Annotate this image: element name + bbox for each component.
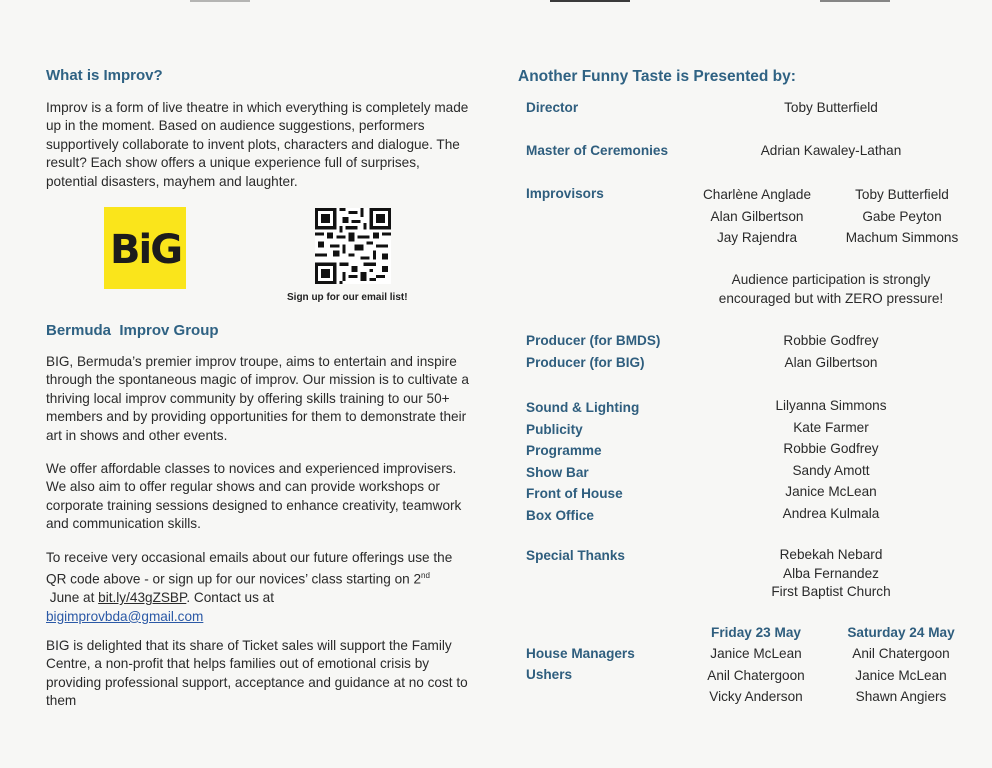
crew-label: Front of House (526, 486, 623, 501)
crew-label: Sound & Lighting (526, 400, 640, 415)
improvisor: Charlène Anglade (702, 187, 812, 202)
scan-edge-mark (550, 0, 630, 2)
mc-label: Master of Ceremonies (526, 143, 669, 158)
scan-edge-mark (190, 0, 250, 2)
special-thanks-names (731, 546, 931, 602)
scan-edge-mark (820, 0, 890, 2)
mc-name: Adrian Kawaley-Lathan (760, 143, 902, 158)
day1-heading: Friday 23 May (711, 625, 801, 640)
staff-name: Janice McLean (710, 646, 802, 661)
crew-name: Andrea Kulmala (782, 505, 880, 521)
crew-label: Box Office (526, 507, 594, 523)
crew-name: Lilyanna Simmons (775, 398, 887, 413)
staff-name: Anil Chatergoon (707, 667, 805, 683)
crew-label: Programme (526, 443, 602, 458)
staff-name: Shawn Angiers (855, 689, 947, 704)
improvisors-label: Improvisors (526, 186, 604, 201)
producer-bmds-label: Producer (for BMDS) (526, 333, 661, 348)
producer-big-name: Alan Gilbertson (784, 355, 878, 370)
big-logo (104, 207, 186, 289)
crew-name: Sandy Amott (792, 462, 870, 478)
day2-names (831, 643, 971, 708)
thanks-name: Alba Fernandez (783, 565, 879, 581)
signup-link[interactable]: bit.ly/43gZSBP (98, 590, 187, 606)
emails-day-suffix: nd (421, 571, 430, 581)
audience-note-line: Audience participation is strongly (731, 272, 931, 287)
producer-big-label: Producer (for BIG) (526, 355, 645, 370)
crew-names (741, 395, 921, 524)
crew-labels (526, 397, 639, 526)
special-thanks-label: Special Thanks (526, 548, 625, 563)
day1-names (686, 643, 826, 708)
staff-name: Anil Chatergoon (852, 646, 950, 661)
day2-heading: Saturday 24 May (847, 625, 955, 640)
house-managers-label: House Managers (526, 646, 635, 661)
crew-label: Publicity (526, 421, 583, 437)
emails-day: 2 (413, 571, 422, 587)
staff-name: Janice McLean (855, 667, 947, 683)
improvisor: Toby Butterfield (855, 187, 949, 202)
what-is-improv-text: Improv is a form of live theatre in which everything is completely made up in the moment. Based on audience suggestions, performers supportively collaborate to invent plots, characters and dialogue. The result? Each show offers a unique experience full of surprises, potential disasters, mayhem and laughter. (46, 100, 469, 189)
improvisors-col2 (832, 184, 972, 249)
director-label: Director (526, 100, 579, 115)
classes-text: We offer affordable classes to novices and experienced improvisers. We also aim to offer regular shows and can provide workshops or corporate training sessions designed to enhance creativity, teamwork and communication skills. (46, 461, 462, 532)
qr-code[interactable] (315, 208, 391, 284)
improvisor: Alan Gilbertson (710, 208, 804, 224)
emails-text-part1: To receive very occasional emails about our future offerings use the QR code above - or sign up for our novices’ class starting on (46, 550, 453, 587)
audience-note-line: encouraged but with ZERO pressure! (718, 291, 944, 306)
audience-note (696, 270, 966, 308)
what-is-improv-heading: What is Improv? (46, 67, 163, 84)
improvisor: Machum Simmons (845, 230, 959, 245)
ushers-label: Ushers (526, 667, 573, 682)
crew-label: Show Bar (526, 464, 589, 480)
ticket-sales-text: BIG is delighted that its share of Ticket sales will support the Family Centre, a non-profit that helps families out of emotional crisis by providing professional support, acceptance and guidance at no cost to them (46, 638, 468, 709)
producer-bmds-name: Robbie Godfrey (783, 333, 879, 348)
improvisors-col1 (687, 184, 827, 249)
crew-name: Robbie Godfrey (783, 441, 879, 456)
thanks-name: First Baptist Church (771, 584, 891, 599)
improvisor: Jay Rajendra (716, 230, 798, 245)
emails-text-part3: . Contact us at (186, 590, 274, 606)
crew-name: Janice McLean (785, 484, 877, 499)
big-mission-text: BIG, Bermuda’s premier improv troupe, aims to entertain and inspire through the spontaneous magic of improv. Our mission is to cultivate a thriving local improv community by offering skills training to our 50+ members and by providing opportunities for them to demonstrate their art in shows and other events. (46, 354, 469, 443)
staff-name: Vicky Anderson (709, 689, 803, 704)
emails-text-part2: June at (46, 590, 99, 606)
improvisor: Gabe Peyton (862, 208, 942, 224)
qr-caption: Sign up for our email list! (287, 292, 408, 303)
emails-text (46, 549, 471, 626)
director-name: Toby Butterfield (784, 100, 878, 115)
thanks-name: Rebekah Nebard (779, 547, 883, 562)
credits-heading: Another Funny Taste is Presented by: (518, 68, 796, 85)
email-link[interactable]: bigimprovbda@gmail.com (46, 608, 204, 624)
big-logo-text: BiG (110, 227, 182, 273)
crew-name: Kate Farmer (793, 419, 869, 435)
bermuda-improv-group-heading: Bermuda Improv Group (46, 322, 219, 339)
